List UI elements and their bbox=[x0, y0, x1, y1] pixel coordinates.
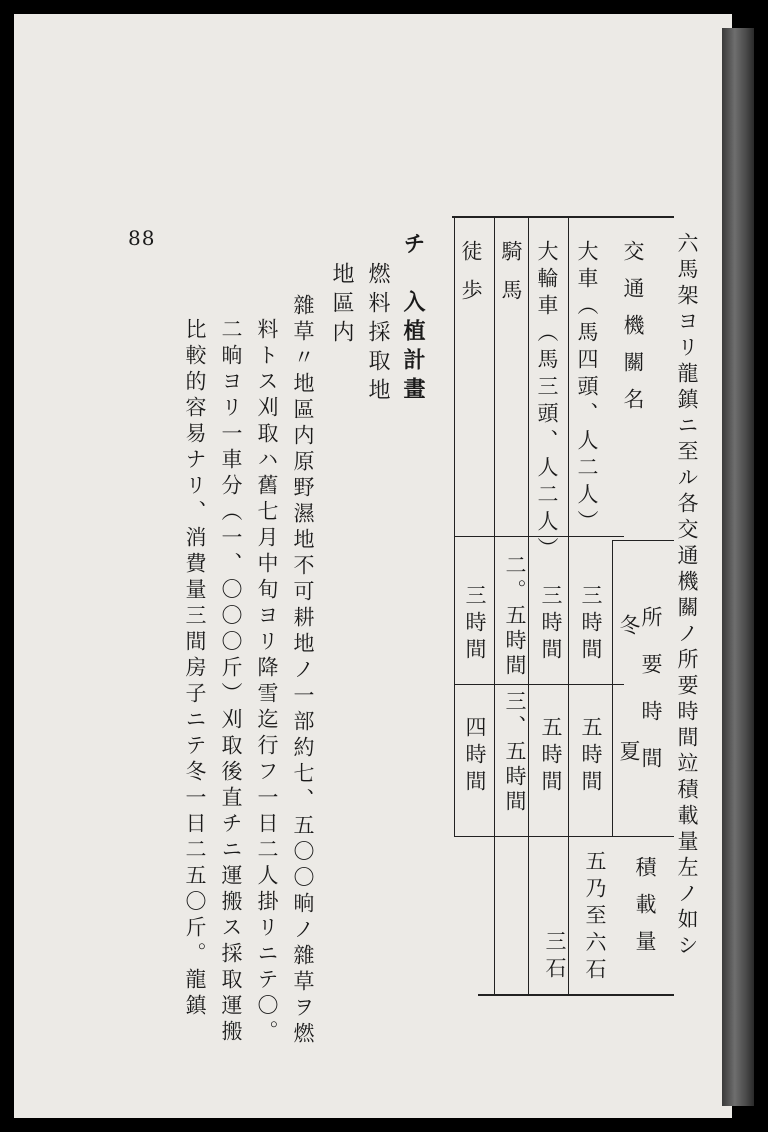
header-winter: 冬 bbox=[617, 614, 641, 641]
row-3-name: 騎馬 bbox=[499, 240, 523, 318]
table-winter-divider bbox=[454, 684, 624, 685]
header-summer: 夏 bbox=[617, 740, 641, 767]
row-2-summer: 五時間 bbox=[539, 716, 563, 797]
section-subheading: 燃料採取地 bbox=[365, 262, 390, 407]
row-1-name: 大車（馬四頭、人二人） bbox=[575, 240, 599, 537]
table-top-rule bbox=[452, 216, 674, 218]
row-2-name: 大輪車（馬三頭、人二人） bbox=[535, 240, 559, 564]
section-heading: チ 入植計畫 bbox=[400, 232, 426, 406]
table-title: 六馬架ヨリ龍鎮ニ至ル各交通機關ノ所要時間竝積載量左ノ如シ bbox=[675, 232, 699, 960]
row-3-winter: 二。五時間 bbox=[503, 554, 527, 679]
row-2-load: 三石 bbox=[543, 930, 567, 984]
book-spine bbox=[722, 28, 754, 1106]
table-header-divider bbox=[612, 540, 613, 836]
table-row-divider-1 bbox=[568, 216, 569, 994]
body-line-2: 料トス刈取ハ舊七月中旬ヨリ降雪迄行フ一日二人掛リニテ〇。 bbox=[255, 318, 279, 1046]
table-time-header-rule bbox=[612, 540, 674, 541]
table-row-divider-2 bbox=[528, 216, 529, 994]
row-4-name: 徒歩 bbox=[459, 240, 483, 318]
body-line-1: 雜草〃地區内原野濕地不可耕地ノ一部約七、五〇〇晌ノ雜草ヲ燃 bbox=[291, 294, 315, 1048]
row-3-summer: 三、五時間 bbox=[503, 690, 527, 815]
page-number: 88 bbox=[128, 226, 156, 250]
header-time: 所要時間 bbox=[639, 606, 663, 794]
row-2-winter: 三時間 bbox=[539, 584, 563, 665]
header-load: 積載量 bbox=[633, 856, 657, 967]
table-summer-divider bbox=[454, 836, 674, 837]
table-left-border bbox=[454, 216, 455, 836]
body-line-3: 二晌ヨリ一車分（一、〇〇〇斤）刈取後直チニ運搬ス採取運搬 bbox=[219, 318, 243, 1046]
table-bottom-rule bbox=[478, 994, 674, 996]
table-row-divider-3 bbox=[494, 216, 495, 994]
row-1-load: 五乃至六石 bbox=[583, 850, 607, 985]
row-4-winter: 三時間 bbox=[463, 584, 487, 665]
row-1-winter: 三時間 bbox=[579, 584, 603, 665]
row-1-summer: 五時間 bbox=[579, 716, 603, 797]
book-page bbox=[14, 14, 732, 1118]
row-4-summer: 四時間 bbox=[463, 716, 487, 797]
section-subsubheading: 地區内 bbox=[329, 262, 354, 349]
body-line-4: 比較的容易ナリ、消費量三間房子ニテ冬一日二五〇斤。龍鎮 bbox=[183, 318, 207, 1020]
header-transport: 交通機關名 bbox=[621, 240, 645, 425]
